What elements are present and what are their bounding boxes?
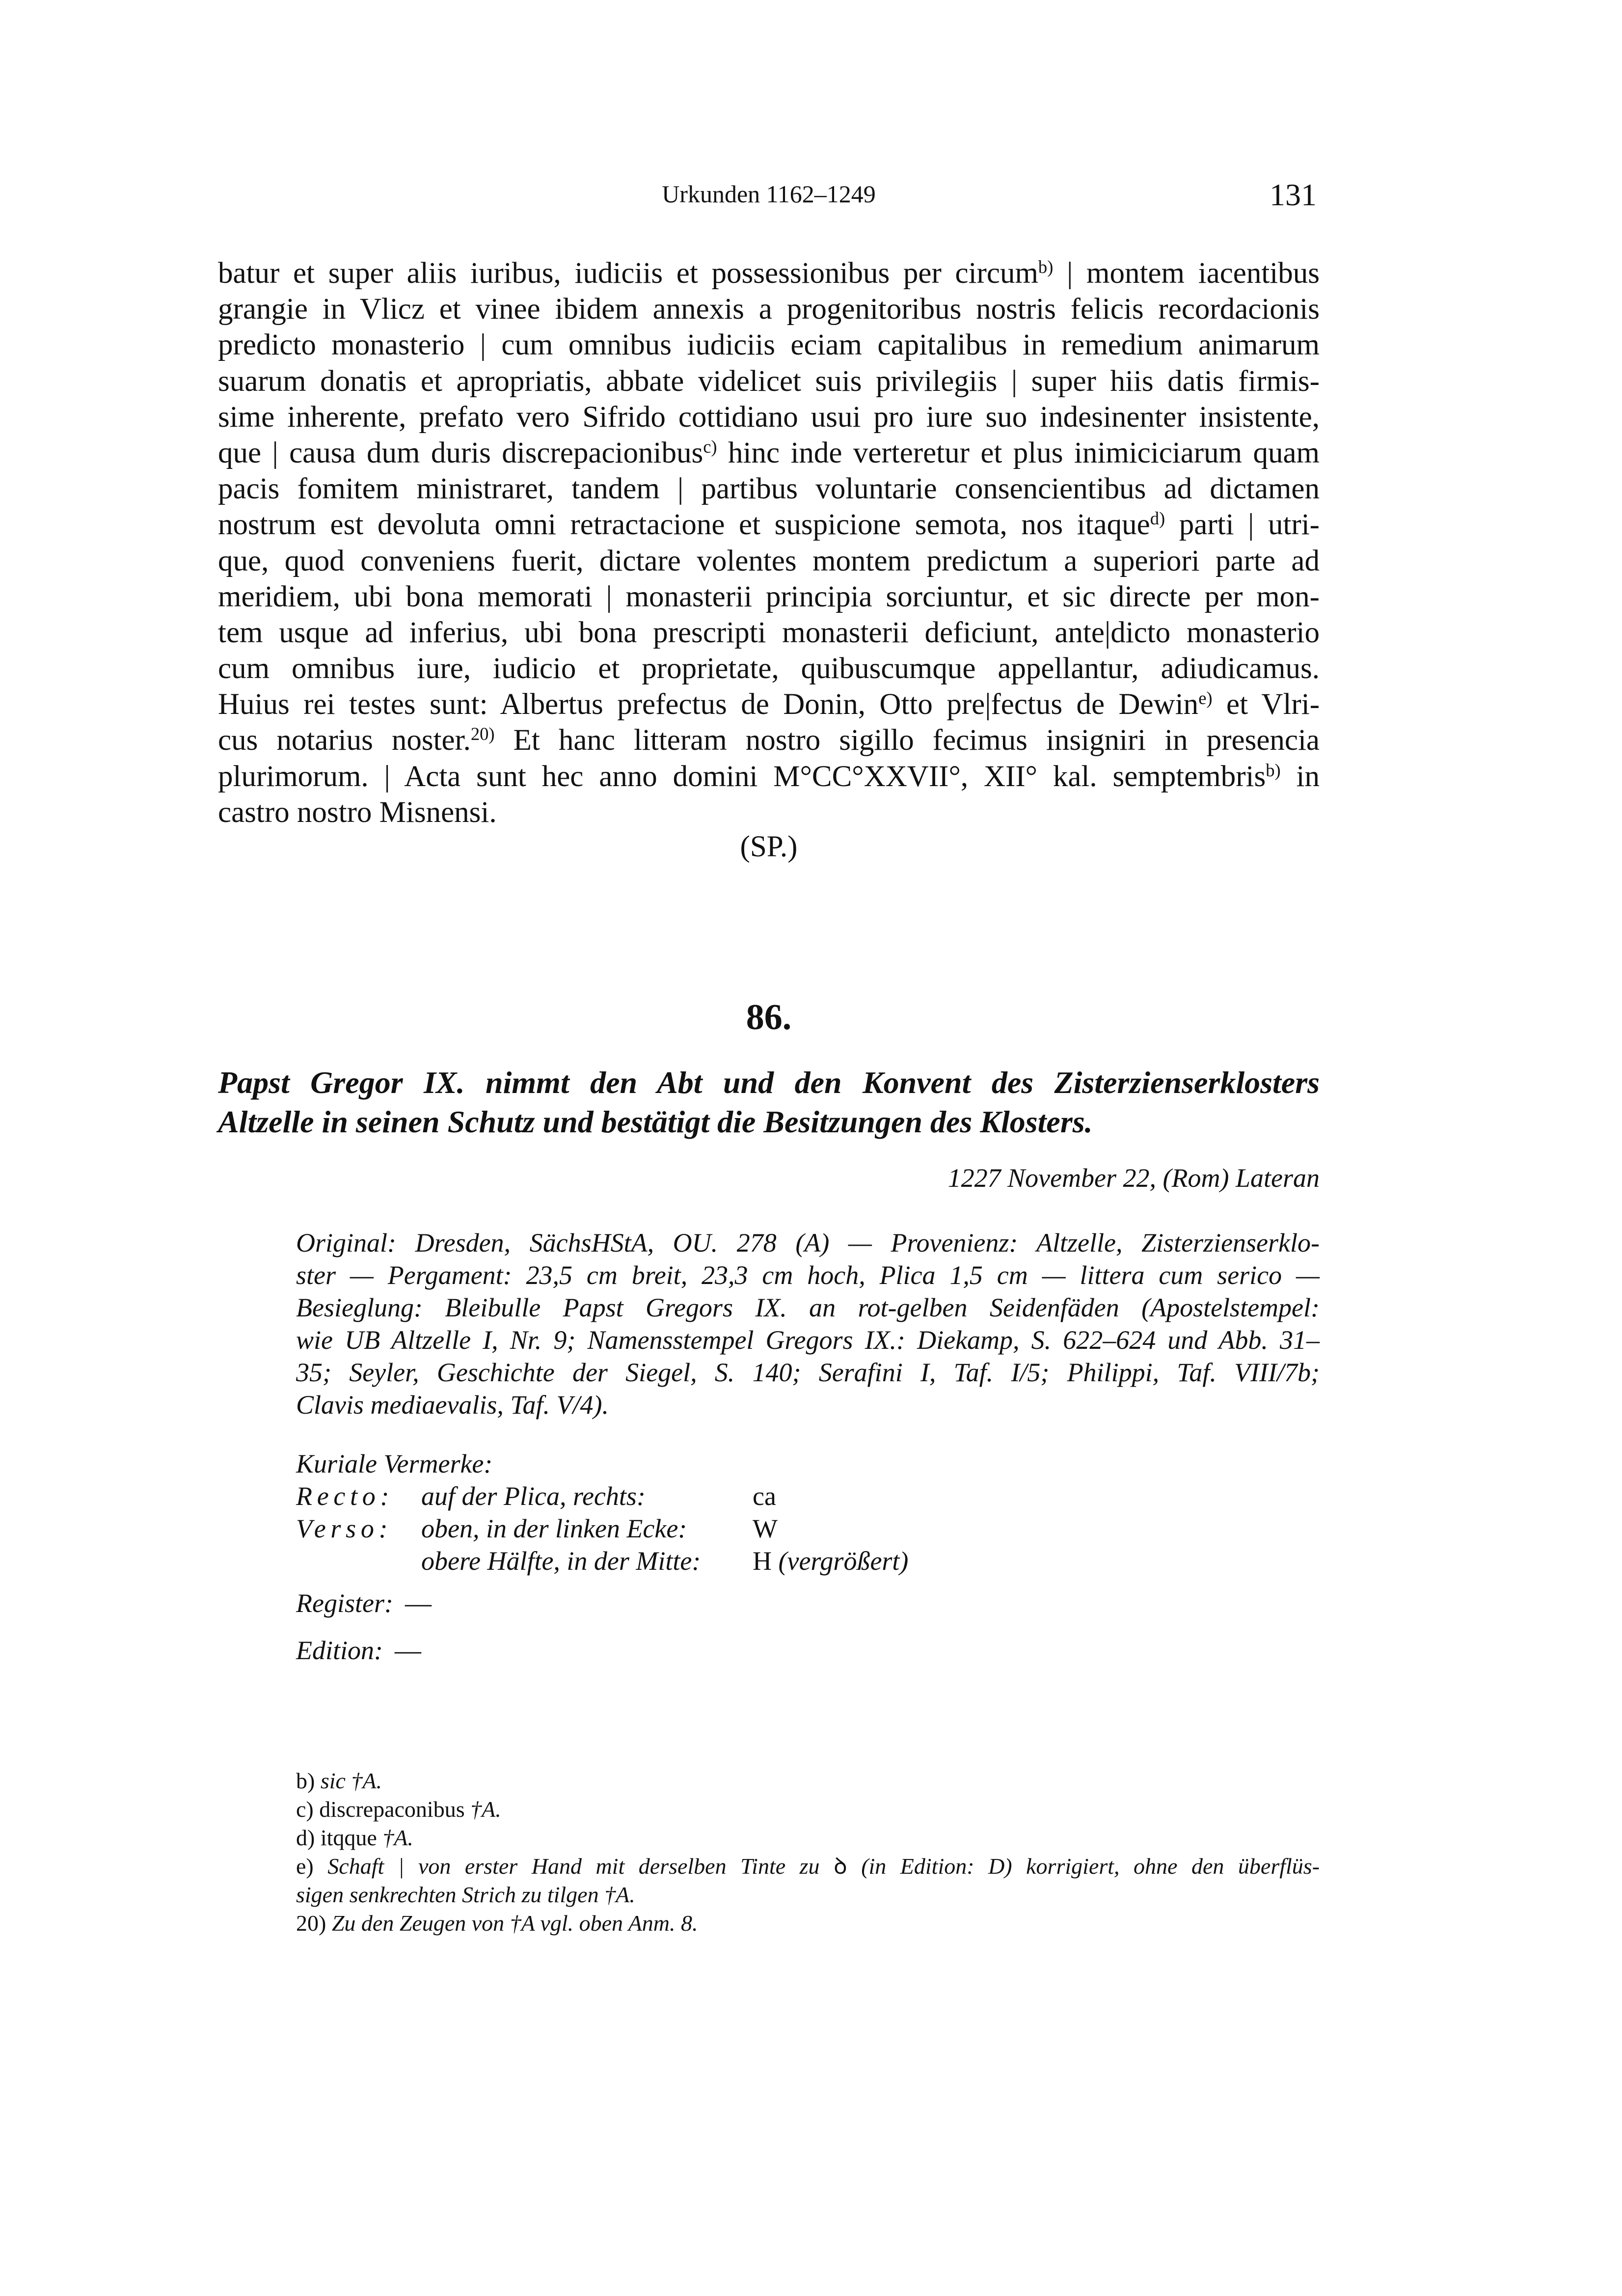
vermerke-row: [296, 1512, 778, 1545]
regest: [218, 1063, 1320, 1142]
vermerke-mark: ca: [753, 1481, 776, 1511]
footnote: 20) Zu den Zeugen von †A vgl. oben Anm. 8.: [296, 1911, 698, 1936]
vermerke-side: Verso:: [296, 1514, 393, 1543]
vermerke-mark: H (vergrößert): [753, 1546, 909, 1576]
footnote-ref: d): [1150, 508, 1165, 529]
footnote: c) discrepaconibus †A.: [296, 1797, 501, 1822]
register: Register: —: [296, 1588, 432, 1618]
seal-note: (SP.): [740, 830, 798, 863]
text-line: grangie in Vlicz et vinee ibidem annexis a progenitoribus nostris felicis recordacionis: [218, 293, 1320, 326]
vermerke-side: Recto:: [296, 1481, 394, 1511]
description-line: Clavis mediaevalis, Taf. V/4).: [296, 1390, 609, 1420]
text-line: cus notarius noster.$^{20)}$ Et hanc litteram nostro sigillo fecimus insigniri in presencia: [218, 724, 1320, 757]
footnote: b) sic †A.: [296, 1768, 382, 1793]
footnote-ref: b): [1266, 760, 1281, 780]
source-description: [296, 1227, 1320, 1421]
text-line: tem usque ad inferius, ubi bona prescripti monasterii deficiunt, ante|dicto monasterio: [218, 616, 1320, 649]
description-line: wie UB Altzelle I, Nr. 9; Namensstempel Gregors IX.: Diekamp, S. 622–624 und Abb. 31–: [296, 1325, 1320, 1355]
description-line: ster — Pergament: 23,5 cm breit, 23,3 cm hoch, Plica 1,5 cm — littera cum serico —: [296, 1260, 1320, 1290]
vermerke-position: obere Hälfte, in der Mitte:: [421, 1546, 701, 1576]
document-number: 86.: [746, 997, 792, 1038]
corrected-letter-glyph: ꝺ: [834, 1854, 847, 1879]
document-date: 1227 November 22, (Rom) Lateran: [947, 1163, 1320, 1193]
footnote: d) itqque †A.: [296, 1825, 413, 1850]
text-line: que | causa dum duris discrepacionibus$^{c)}$ hinc inde verteretur et plus inimiciciarum quam: [218, 436, 1320, 469]
text-line: batur et super aliis iuribus, iudiciis et possessionibus per circum$^{b)}$ | montem iacentibus: [218, 256, 1320, 290]
text-line: predicto monasterio | cum omnibus iudiciis eciam capitalibus in remedium animarum: [218, 328, 1320, 362]
vermerke-heading: Kuriale Vermerke:: [296, 1449, 493, 1478]
text-line: sime inherente, prefato vero Sifrido cottidiano usui pro iure suo indesinenter insistente,: [218, 400, 1320, 434]
vermerke-row: [296, 1480, 776, 1512]
page-number: 131: [1270, 177, 1317, 212]
text-line: cum omnibus iure, iudicio et proprietate, quibuscumque appellantur, adiudicamus.: [218, 652, 1320, 685]
running-title: Urkunden 1162–1249: [662, 180, 876, 208]
kuriale-vermerke: [296, 1448, 909, 1577]
text-line: castro nostro Misnensi.: [218, 795, 497, 829]
text-line: que, quod conveniens fuerit, dictare volentes montem predictum a superiori parte ad: [218, 544, 1320, 577]
vermerke-row: [296, 1545, 909, 1577]
text-line: suarum donatis et apropriatis, abbate videlicet suis privilegiis | super hiis datis firmis-: [218, 364, 1320, 398]
page-header: [218, 177, 1320, 221]
vermerke-position: oben, in der linken Ecke:: [421, 1514, 687, 1543]
footnote-ref: 20): [470, 724, 495, 744]
description-line: 35; Seyler, Geschichte der Siegel, S. 140; Serafini I, Taf. I/5; Philippi, Taf. VIII/7b;: [296, 1358, 1320, 1387]
vermerke-mark-note: (vergrößert): [778, 1546, 909, 1576]
footnote: e) Schaft | von erster Hand mit derselben Tinte zu ꝺ (in Edition: D) korrigiert, ohne den überflüs- sigen senkrechten Strich zu tilgen †A.: [296, 1854, 1320, 1907]
footnote-ref: b): [1038, 256, 1054, 277]
text-line: nostrum est devoluta omni retractacione et suspicione semota, nos itaque$^{d)}$ parti | utri-: [218, 508, 1320, 542]
text-line: plurimorum. | Acta sunt hec anno domini M°CC°XXVII°, XII° kal. semptembris$^{b)}$ in: [218, 760, 1320, 793]
edition: Edition: —: [296, 1636, 421, 1665]
main-text-block: [218, 255, 1320, 830]
regest-line: Papst Gregor IX. nimmt den Abt und den Konvent des Zisterzienserklosters: [218, 1065, 1320, 1100]
footnote-ref: c): [703, 436, 717, 457]
text-line: pacis fomitem ministraret, tandem | partibus voluntarie consencientibus ad dictamen: [218, 472, 1320, 506]
footnote-ref: e): [1198, 688, 1213, 709]
vermerke-position: auf der Plica, rechts:: [421, 1481, 646, 1511]
text-line: Huius rei testes sunt: Albertus prefectus de Donin, Otto pre|fectus de Dewin$^{e)}$ et Vlri-: [218, 688, 1320, 721]
text-line: meridiem, ubi bona memorati | monasterii principia sorciuntur, et sic directe per mon-: [218, 580, 1320, 613]
register-value: —: [405, 1588, 432, 1618]
description-line: Original: Dresden, SächsHStA, OU. 278 (A) — Provenienz: Altzelle, Zisterzienserklo-: [296, 1228, 1320, 1257]
vermerke-mark: W: [753, 1514, 778, 1543]
edition-value: —: [394, 1636, 421, 1665]
footnotes: [296, 1767, 1320, 1938]
regest-line: Altzelle in seinen Schutz und bestätigt die Besitzungen des Klosters.: [218, 1104, 1093, 1139]
description-line: Besieglung: Bleibulle Papst Gregors IX. an rot-gelben Seidenfäden (Apostelstempel:: [296, 1293, 1320, 1322]
